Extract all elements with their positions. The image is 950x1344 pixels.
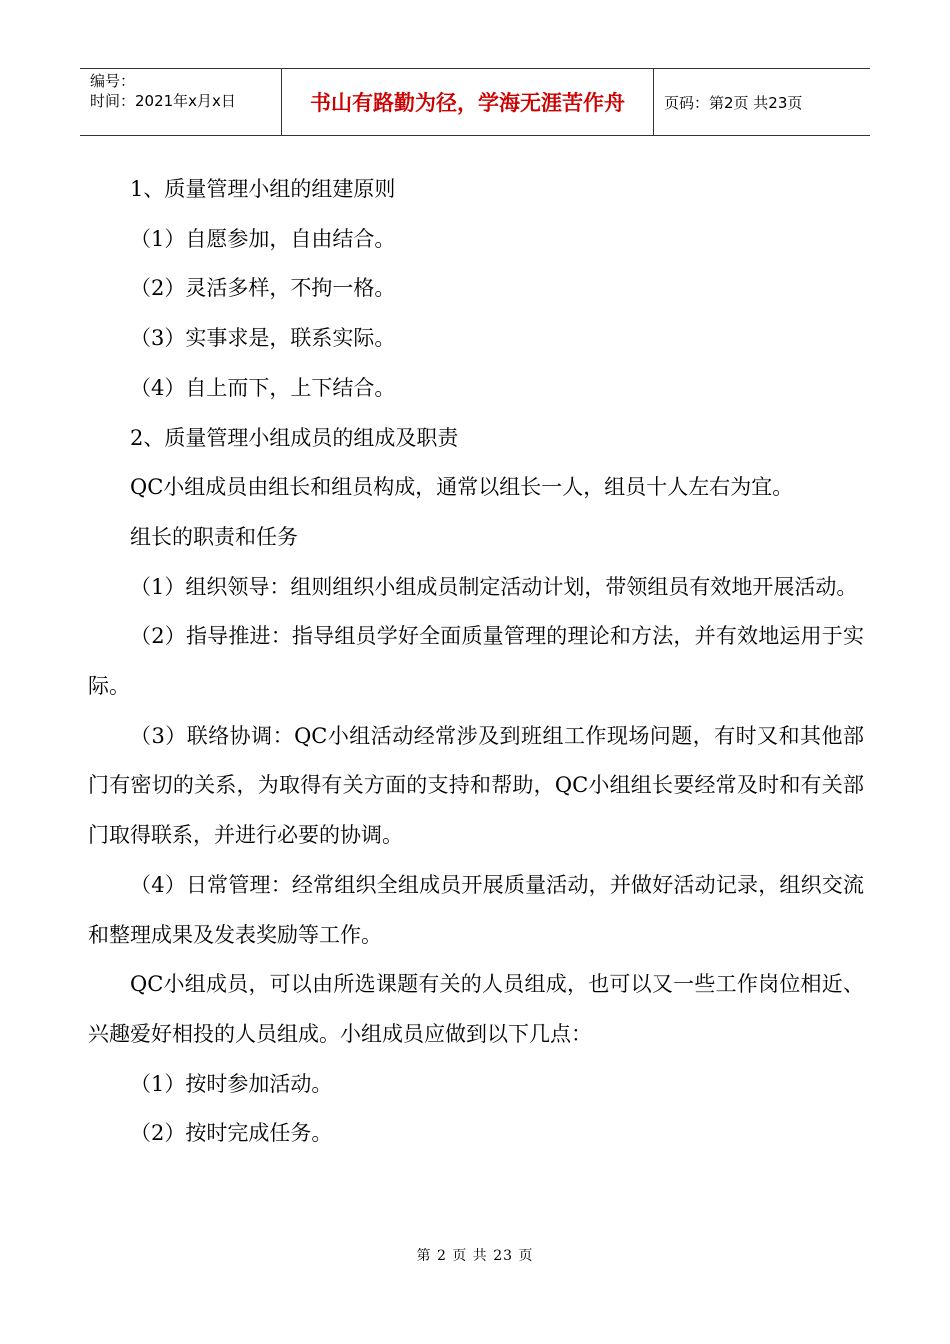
body-paragraph: QC小组成员由组长和组员构成，通常以组长一人，组员十人左右为宜。 — [130, 475, 794, 500]
list-item: （4）自上而下，上下结合。 — [130, 375, 396, 400]
page-header — [80, 68, 870, 136]
header-page-info: 页码：第2页 共23页 — [664, 93, 803, 112]
list-item: （2）灵活多样，不拘一格。 — [130, 276, 396, 301]
number-label: 编号： — [90, 72, 136, 90]
list-item: （3）实事求是，联系实际。 — [130, 326, 396, 351]
list-item: （4）日常管理：经常组织全组成员开展质量活动，并做好活动记录，组织交流和整理成果及发表奖励等工作。 — [88, 872, 864, 947]
list-item: （1）组织领导：组则组织小组成员制定活动计划，带领组员有效地开展活动。 — [130, 574, 858, 599]
section-heading: 2、质量管理小组成员的组成及职责 — [130, 425, 459, 450]
list-item: （1）自愿参加，自由结合。 — [130, 226, 396, 251]
header-motto: 书山有路勤为径，学海无涯苦作舟 — [282, 69, 654, 135]
list-item: （2）指导推进：指导组员学好全面质量管理的理论和方法，并有效地运用于实际。 — [88, 624, 864, 699]
list-item: （3）联络协调：QC小组活动经常涉及到班组工作现场问题，有时又和其他部门有密切的关系，为取得有关方面的支持和帮助，QC小组组长要经常及时和有关部门取得联系，并进行必要的协调。 — [88, 723, 864, 848]
date-label: 时间：2021年x月x日 — [90, 92, 236, 110]
header-meta — [80, 69, 282, 135]
list-item: （2）按时完成任务。 — [130, 1121, 333, 1146]
list-item: （1）按时参加活动。 — [130, 1071, 333, 1096]
section-heading: 1、质量管理小组的组建原则 — [130, 177, 396, 201]
body-paragraph: QC小组成员，可以由所选课题有关的人员组成，也可以又一些工作岗位相近、兴趣爱好相投的人员组成。小组成员应做到以下几点： — [88, 972, 864, 1046]
subsection-heading: 组长的职责和任务 — [130, 524, 298, 549]
page-footer: 第 2 页 共 23 页 — [416, 1248, 534, 1264]
document-body — [88, 165, 864, 1159]
